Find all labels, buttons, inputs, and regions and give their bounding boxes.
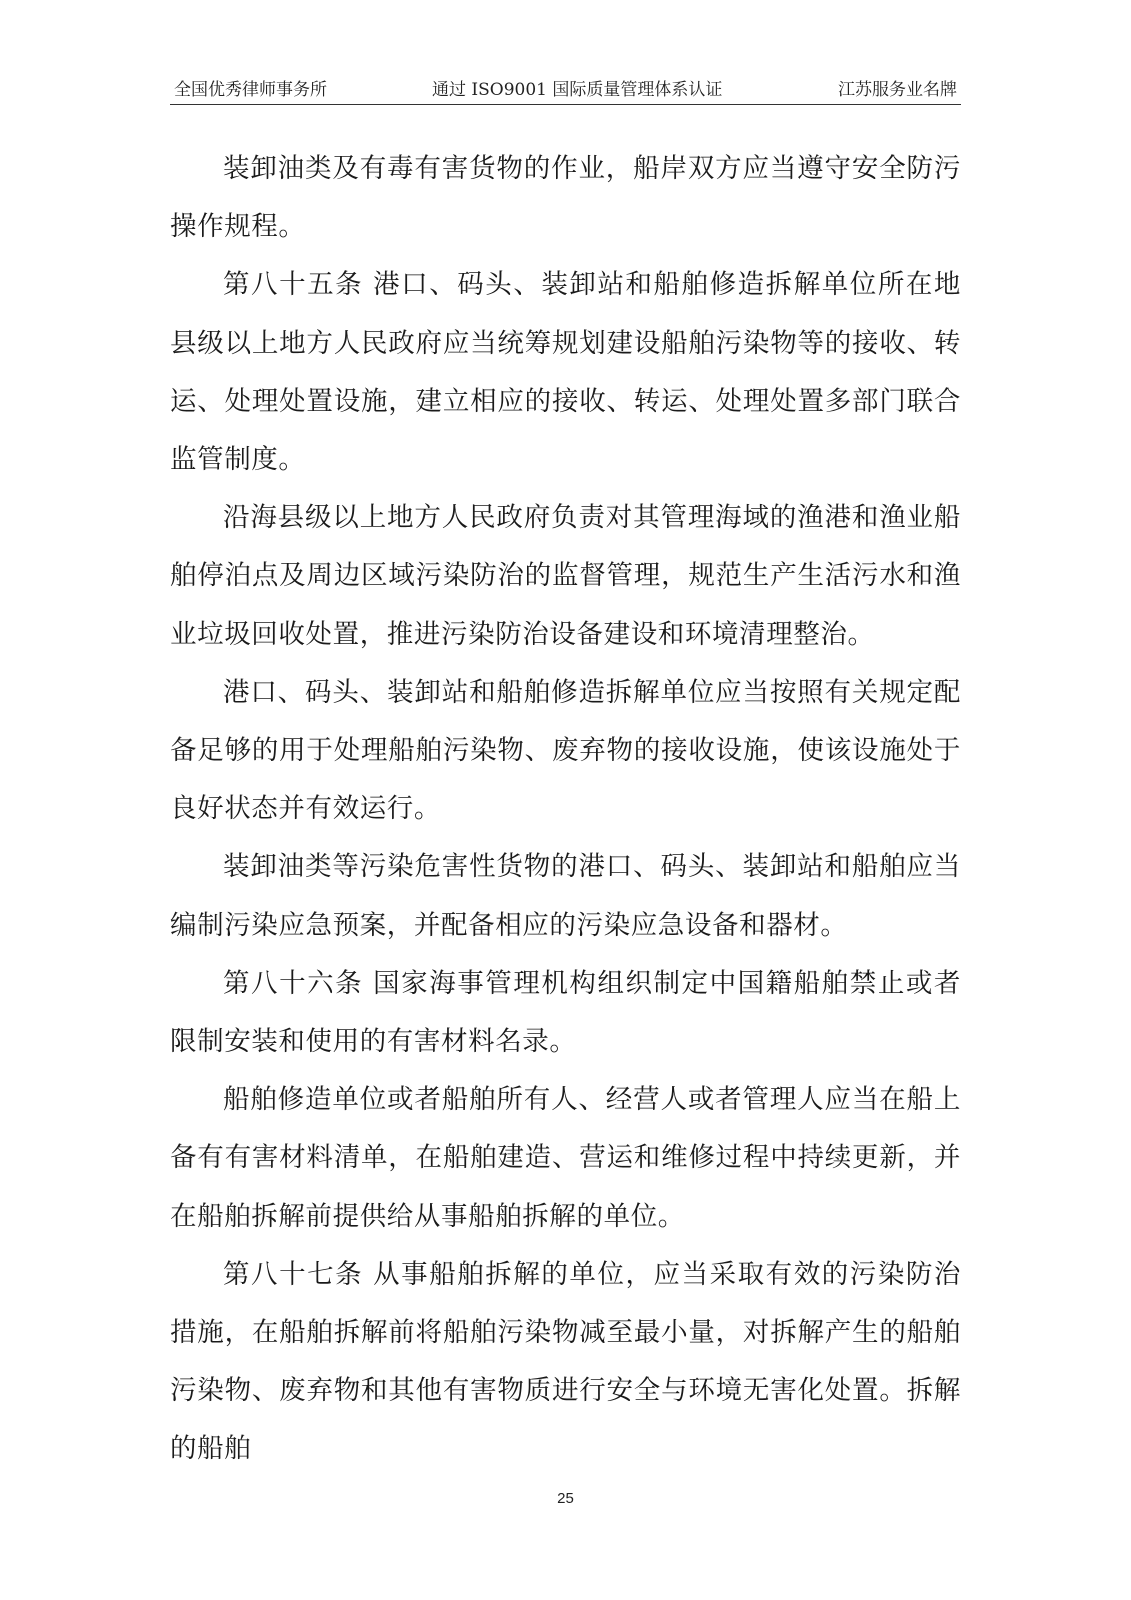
header-certification: 通过 ISO9001 国际质量管理体系认证 [432, 80, 723, 100]
paragraph-reception-facilities: 港口、码头、装卸站和船舶修造拆解单位应当按照有关规定配备足够的用于处理船舶污染物、废弃物的接收设施，使该设施处于良好状态并有效运行。 [170, 676, 961, 825]
paragraph-emergency-plans: 装卸油类等污染危害性货物的港口、码头、装卸站和船舶应当编制污染应急预案，并配备相应的污染应急设备和器材。 [170, 851, 961, 941]
page-number: 25 [557, 1490, 574, 1507]
page-header [170, 76, 961, 105]
paragraph-article-86: 第八十六条 国家海事管理机构组织制定中国籍船舶禁止或者限制安装和使用的有害材料名录。 [170, 967, 961, 1058]
document-body [170, 140, 961, 1479]
header-firm-title: 全国优秀律师事务所 [174, 80, 327, 100]
paragraph-hazardous-materials-list: 船舶修造单位或者船舶所有人、经营人或者管理人应当在船上备有有害材料清单，在船舶建造、营运和维修过程中持续更新，并在船舶拆解前提供给从事船舶拆解的单位。 [170, 1084, 961, 1232]
paragraph-coastal-governments: 沿海县级以上地方人民政府负责对其管理海域的渔港和渔业船舶停泊点及周边区域污染防治的监督管理，规范生产生活污水和渔业垃圾回收处置，推进污染防治设备建设和环境清理整治。 [170, 502, 961, 650]
paragraph-article-85: 第八十五条 港口、码头、装卸站和船舶修造拆解单位所在地县级以上地方人民政府应当统筹规划建设船舶污染物等的接收、转运、处理处置设施，建立相应的接收、转运、处理处置多部门联合监管制度。 [170, 269, 961, 476]
paragraph-article-87: 第八十七条 从事船舶拆解的单位，应当采取有效的污染防治措施，在船舶拆解前将船舶污染物减至最小量，对拆解产生的船舶污染物、废弃物和其他有害物质进行安全与环境无害化处置。拆解的船舶 [170, 1258, 961, 1465]
header-brand: 江苏服务业名牌 [838, 80, 957, 100]
paragraph-loading-operations: 装卸油类及有毒有害货物的作业，船岸双方应当遵守安全防污操作规程。 [170, 153, 961, 243]
